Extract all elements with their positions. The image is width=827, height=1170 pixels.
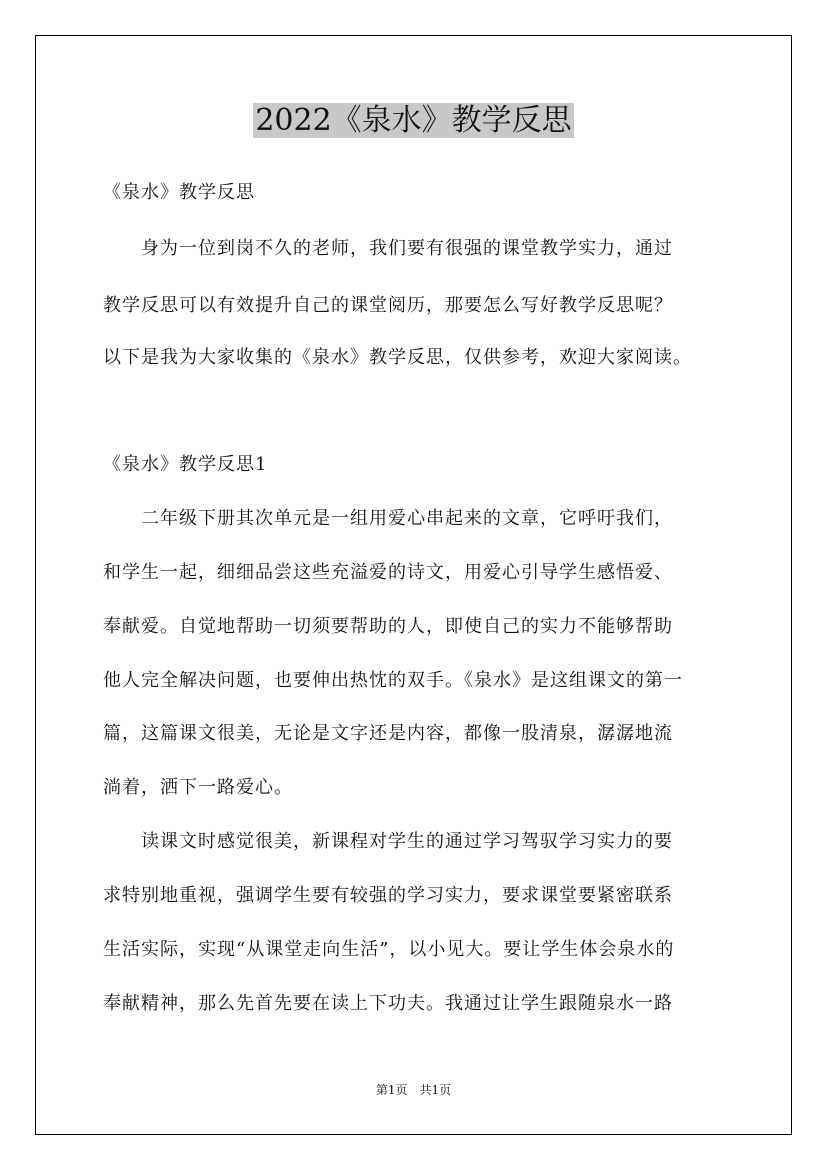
- title-text: 2022《泉水》教学反思: [255, 103, 572, 138]
- intro-line-3: 以下是我为大家收集的《泉水》教学反思，仅供参考，欢迎大家阅读。: [103, 347, 692, 368]
- document-title: [0, 100, 827, 142]
- intro-line-1: 身为一位到岗不久的老师，我们要有很强的课堂教学实力，通过: [141, 238, 673, 259]
- paragraph2-line-3: 生活实际，实现“从课堂走向生活”，以小见大。要让学生体会泉水的: [103, 939, 675, 960]
- paragraph2-line-1: 读课文时感觉很美，新课程对学生的通过学习驾驭学习实力的要: [141, 831, 673, 852]
- section-heading: 《泉水》教学反思1: [103, 454, 268, 475]
- intro-line-2: 教学反思可以有效提升自己的课堂阅历，那要怎么写好教学反思呢？: [103, 295, 673, 316]
- paragraph2-line-4: 奉献精神，那么先首先要在读上下功夫。我通过让学生跟随泉水一路: [103, 993, 673, 1014]
- subtitle: 《泉水》教学反思: [103, 182, 255, 203]
- paragraph1-line-2: 和学生一起，细细品尝这些充溢爱的诗文，用爱心引导学生感悟爱、: [103, 562, 673, 583]
- paragraph2-line-2: 求特别地重视，强调学生要有较强的学习实力，要求课堂要紧密联系: [103, 885, 673, 906]
- paragraph1-line-3: 奉献爱。自觉地帮助一切须要帮助的人，即使自己的实力不能够帮助: [103, 616, 673, 637]
- paragraph1-line-5: 篇，这篇课文很美，无论是文字还是内容，都像一股清泉，潺潺地流: [103, 723, 673, 744]
- paragraph1-line-6: 淌着，洒下一路爱心。: [103, 777, 293, 798]
- page-number-footer: 第1页 共1页: [375, 1083, 452, 1097]
- paragraph1-line-1: 二年级下册其次单元是一组用爱心串起来的文章，它呼吁我们，: [141, 508, 673, 529]
- paragraph1-line-4: 他人完全解决问题，也要伸出热忱的双手。《泉水》是这组课文的第一: [103, 670, 683, 691]
